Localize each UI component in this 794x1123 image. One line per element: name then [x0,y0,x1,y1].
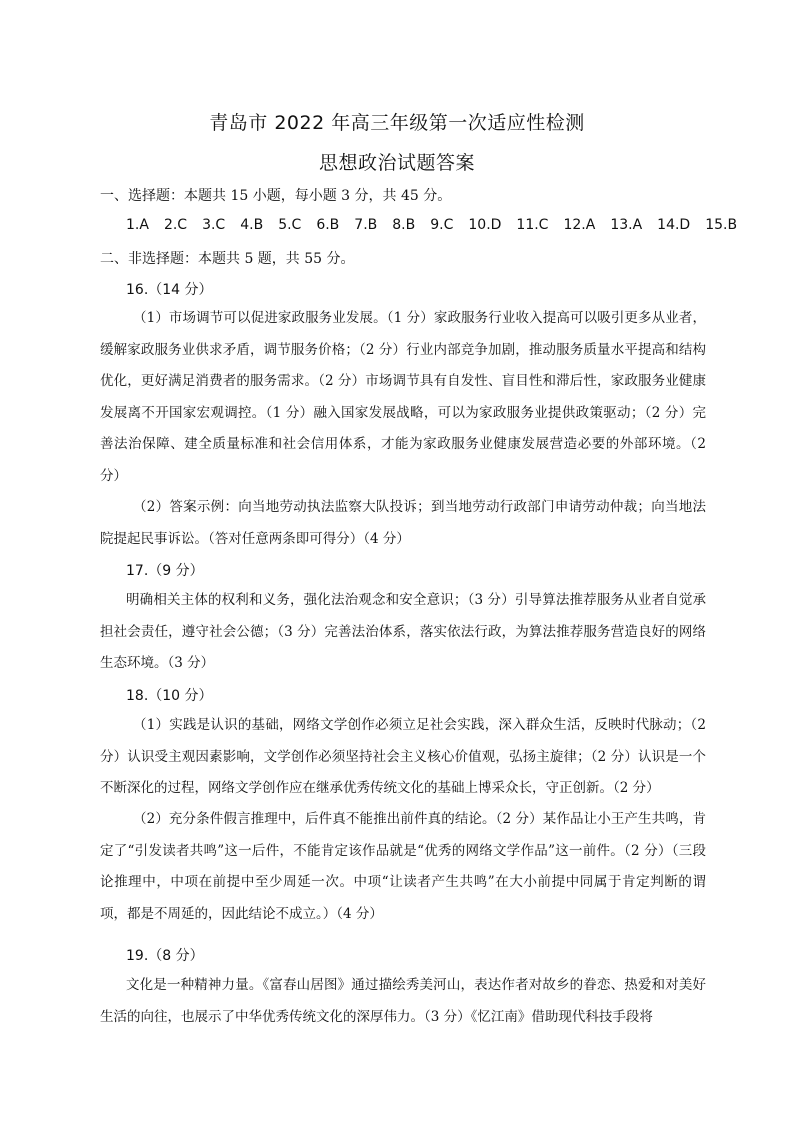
answer-item: 15.B [705,217,738,233]
answer-item: 13.A [610,217,643,233]
question-18-answer-part2: （2）充分条件假言推理中，后件真不能推出前件真的结论。（2 分）某作品让小王产生共鸣，肯定了“引发读者共鸣”这一后件，不能肯定该作品就是“优秀的网络文学作品”这一前件。（2 分）（三段论推理中，中项在前提中至少周延一次。中项“让读者产生共鸣”在大小前提中同属于肯定判断的谓项，都是不周延的，因此结论不成立。）（4 分） [100,811,706,922]
question-16-heading: 16.（14 分） [126,282,213,298]
answer-item: 14.D [657,217,691,233]
answer-item: 9.C [430,217,454,233]
answer-item: 6.B [316,217,340,233]
answer-item: 3.C [202,217,226,233]
document-subtitle: 思想政治试题答案 [318,152,475,174]
document-title: 青岛市 2022 年高三年级第一次适应性检测 [209,112,585,134]
answer-item: 4.B [240,217,264,233]
question-18-answer-part1: （1）实践是认识的基础，网络文学创作必须立足社会实践，深入群众生活，反映时代脉动；（2 分）认识受主观因素影响，文学创作必须坚持社会主义核心价值观，弘扬主旋律；（2 分）认识是一个不断深化的过程，网络文学创作应在继承优秀传统文化的基础上博采众长，守正创新。（2 分） [100,717,706,796]
answer-item: 11.C [516,217,549,233]
answer-item: 1.A [126,217,149,233]
question-19-answer: 文化是一种精神力量。《富春山居图》通过描绘秀美河山，表达作者对故乡的眷恋、热爱和对美好生活的向往，也展示了中华优秀传统文化的深厚伟力。（3 分）《忆江南》借助现代科技手段将 [100,977,706,1025]
question-16-answer-part1: （1）市场调节可以促进家政服务业发展。（1 分）家政服务行业收入提高可以吸引更多从业者，缓解家政服务业供求矛盾，调节服务价格；（2 分）行业内部竞争加剧，推动服务质量水平提高和结构优化，更好满足消费者的服务需求。（2 分）市场调节具有自发性、盲目性和滞后性，家政服务业健康发展离不开国家宏观调控。（1 分）融入国家发展战略，可以为家政服务业提供政策驱动；（2 分）完善法治保障、建全质量标准和社会信用体系，才能为家政服务业健康发展营造必要的外部环境。（2 分） [100,310,706,484]
answer-item: 10.D [468,217,502,233]
question-18-heading: 18.（10 分） [126,688,213,704]
question-16-answer-part2: （2）答案示例：向当地劳动执法监察大队投诉；到当地劳动行政部门申请劳动仲裁；向当地法院提起民事诉讼。（答对任意两条即可得分）（4 分） [100,499,706,547]
answer-item: 7.B [354,217,378,233]
multiple-choice-answers [126,217,738,233]
answer-item: 8.B [392,217,416,233]
answer-item: 2.C [163,217,188,233]
answer-item: 12.A [563,217,596,233]
section2-heading: 二、非选择题：本题共 5 题，共 55 分。 [100,251,355,267]
section1-heading: 一、选择题：本题共 15 小题，每小题 3 分，共 45 分。 [100,188,452,204]
answer-item: 5.C [278,217,302,233]
question-19-heading: 19.（8 分） [126,948,204,964]
question-17-heading: 17.（9 分） [126,563,204,579]
question-17-answer: 明确相关主体的权利和义务，强化法治观念和安全意识；（3 分）引导算法推荐服务从业者自觉承担社会责任，遵守社会公德；（3 分）完善法治体系，落实依法行政，为算法推荐服务营造良好的网络生态环境。（3 分） [100,592,706,671]
